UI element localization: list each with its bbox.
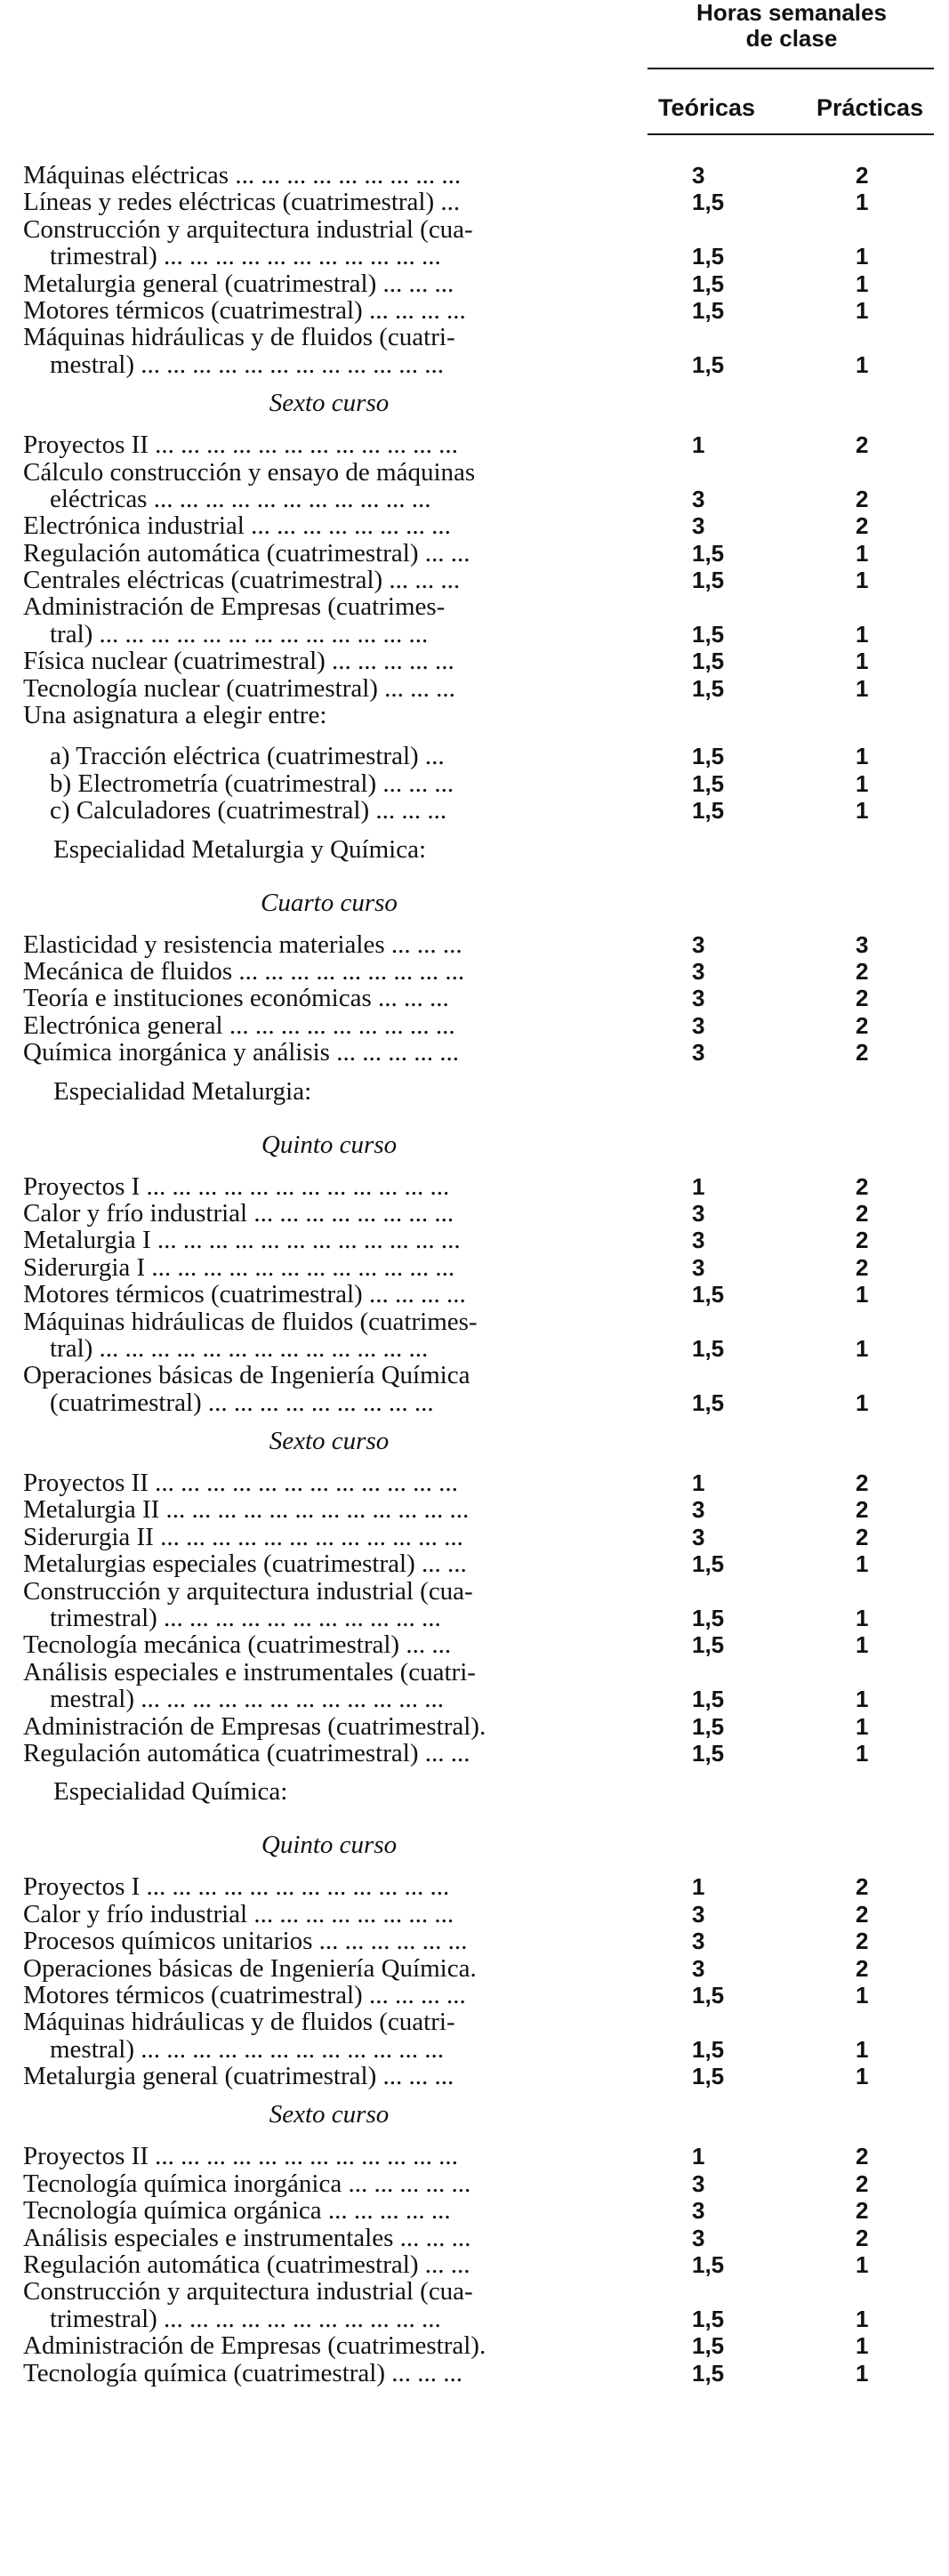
table-row [0,1227,949,1253]
theory-hours: 3 [692,2224,705,2251]
practice-hours: 2 [856,1873,869,1901]
table-row [0,540,949,567]
subject-line [0,702,949,729]
practice-hours: 1 [856,1550,869,1578]
table-row [0,162,949,189]
practice-hours: 2 [856,2143,869,2170]
course-heading-text: Sexto curso [269,2100,390,2129]
subject-label: Análisis especiales e instrumentales (cuatri- [23,1657,476,1686]
practice-hours: 1 [856,189,869,216]
hours-heading-line1: Horas semanales [696,0,887,26]
subject-label: Elasticidad y resistencia materiales ... ... ... [23,930,462,958]
subject-label: Motores térmicos (cuatrimestral) ... ... ... ... [23,296,466,325]
subject-line [0,1308,949,1335]
practice-hours: 1 [856,567,869,594]
practice-hours: 1 [856,1389,869,1416]
practice-hours: 1 [856,1281,869,1308]
theory-hours: 1,5 [692,1334,725,1362]
practice-hours: 2 [856,2169,869,2197]
course-table-body [0,162,949,2387]
practice-hours: 2 [856,431,869,459]
subject-line [0,216,949,243]
table-row [0,567,949,593]
table-row [0,1281,949,1308]
column-header-practicas: Prácticas [816,94,924,121]
practice-hours: 3 [856,930,869,958]
practice-hours: 1 [856,2251,869,2279]
course-heading [0,1416,949,1469]
table-row [0,2063,949,2089]
theory-hours: 1,5 [692,1631,725,1659]
theory-hours: 1,5 [692,1712,725,1740]
practice-hours: 1 [856,2305,869,2332]
theory-hours: 1,5 [692,539,725,567]
subject-label: Centrales eléctricas (cuatrimestral) ... ... ... [23,567,461,594]
practice-hours: 1 [856,1686,869,1713]
specialty-heading [0,1067,949,1120]
theory-hours: 3 [692,1496,705,1524]
practice-hours: 1 [856,296,869,324]
subject-label: Proyectos II ... ... ... ... ... ... ... ... ... ... ... ... [23,1469,458,1497]
practice-hours: 2 [856,1469,869,1497]
subject-label: Calor y frío industrial ... ... ... ... ... ... ... ... [23,1900,454,1928]
theory-hours: 3 [692,1011,705,1039]
practice-hours: 2 [856,2224,869,2251]
theory-hours: 1,5 [692,648,725,675]
table-row [0,1496,949,1523]
theory-hours: 3 [692,512,705,540]
practice-hours: 1 [856,539,869,567]
course-heading [0,1120,949,1173]
subject-line [0,1578,949,1605]
practice-hours: 1 [856,648,869,675]
theory-hours: 1,5 [692,797,725,825]
subject-label: Regulación automática (cuatrimestral) ... ... [23,1739,470,1767]
theory-hours: 3 [692,1900,705,1928]
subject-label: trimestral) ... ... ... ... ... ... ... ... ... ... ... [50,1605,441,1632]
theory-hours: 3 [692,1199,705,1227]
table-row [0,2197,949,2224]
specialty-heading [0,825,949,878]
table-row [0,270,949,297]
practice-hours: 2 [856,512,869,540]
subject-label: Siderurgia II ... ... ... ... ... ... ... ... ... ... ... ... [23,1523,463,1551]
subject-line [0,324,949,350]
practice-hours: 2 [856,1928,869,1955]
subject-label: Electrónica general ... ... ... ... ... ... ... ... ... [23,1011,455,1040]
subject-label: Máquinas hidráulicas de fluidos (cuatrimes- [23,1307,478,1336]
course-heading-text: Sexto curso [269,1427,390,1456]
subject-label: Metalurgia general (cuatrimestral) ... ... ... [23,270,454,297]
theory-hours: 3 [692,1928,705,1955]
subject-label: Metalurgia I ... ... ... ... ... ... ... ... ... ... ... ... [23,1227,461,1254]
practice-hours: 1 [856,270,869,297]
table-row [0,1173,949,1200]
column-header-teoricas: Teóricas [658,94,756,121]
practice-hours: 2 [856,1496,869,1524]
table-row [0,2036,949,2063]
subject-label: Siderurgia I ... ... ... ... ... ... ... ... ... ... ... ... [23,1253,455,1282]
theory-hours: 3 [692,1253,705,1281]
subject-line [0,593,949,620]
practice-hours: 2 [856,1523,869,1550]
subject-label: b) Electrometría (cuatrimestral) ... ... ... [50,769,454,798]
table-row [0,1550,949,1577]
theory-hours: 1 [692,431,705,459]
theory-hours: 1 [692,1469,705,1497]
subject-label: Proyectos II ... ... ... ... ... ... ... ... ... ... ... ... [23,431,458,459]
subject-label: Máquinas eléctricas ... ... ... ... ... ... ... ... ... [23,162,462,189]
table-row [0,1982,949,2008]
subject-label: eléctricas ... ... ... ... ... ... ... ... ... ... ... [50,485,431,513]
practice-hours: 2 [856,985,869,1012]
subject-label: Regulación automática (cuatrimestral) ... ... [23,539,470,568]
subject-label: Análisis especiales e instrumentales ... ... ... [23,2224,471,2252]
theory-hours: 1,5 [692,2035,725,2063]
subject-label: Operaciones básicas de Ingeniería Química [23,1361,470,1390]
table-row [0,675,949,702]
practice-hours: 2 [856,162,869,189]
course-heading [0,878,949,931]
table-row [0,1901,949,1928]
course-heading-text: Quinto curso [261,1130,398,1159]
subject-label: Tecnología química inorgánica ... ... ... ... ... [23,2169,471,2198]
table-row [0,985,949,1011]
theory-hours: 3 [692,162,705,189]
table-row [0,621,949,648]
theory-hours: 1,5 [692,1281,725,1308]
subject-label: mestral) ... ... ... ... ... ... ... ... ... ... ... ... [50,2035,445,2064]
theory-hours: 1,5 [692,1739,725,1767]
practice-hours: 2 [856,485,869,512]
theory-hours: 3 [692,957,705,985]
subject-line [0,459,949,486]
subject-label: Máquinas hidráulicas y de fluidos (cuatri- [23,2008,455,2037]
practice-hours: 1 [856,2035,869,2063]
subject-label: Regulación automática (cuatrimestral) ... ... [23,2251,470,2279]
practice-hours: 2 [856,1954,869,1982]
table-row [0,351,949,378]
table-row [0,1254,949,1281]
table-row [0,1039,949,1066]
theory-hours: 1,5 [692,1981,725,2008]
subject-label: Operaciones básicas de Ingeniería Química. [23,1954,477,1982]
theory-hours: 1,5 [692,2359,725,2387]
table-row [0,2143,949,2169]
table-row [0,648,949,674]
theory-hours: 1,5 [692,1605,725,1632]
course-heading [0,2089,949,2143]
theory-hours: 1 [692,2143,705,2170]
subject-label: c) Calculadores (cuatrimestral) ... ... ... [50,797,447,825]
theory-hours: 3 [692,930,705,958]
subject-label: (cuatrimestral) ... ... ... ... ... ... ... ... ... [50,1389,434,1417]
subject-label: Motores térmicos (cuatrimestral) ... ... ... ... [23,1981,466,2009]
specialty-heading [0,1767,949,1820]
specialty-heading-text: Especialidad Metalurgia: [53,1076,312,1106]
practice-hours: 2 [856,2197,869,2225]
subject-label: Construcción y arquitectura industrial (cua- [23,214,473,244]
table-row [0,2225,949,2251]
table-row [0,1713,949,1740]
subject-label: Administración de Empresas (cuatrimestral). [23,1712,487,1740]
subject-line [0,2008,949,2035]
subject-label: mestral) ... ... ... ... ... ... ... ... ... ... ... ... [50,350,445,379]
subject-label: Metalurgias especiales (cuatrimestral) ... ... [23,1550,467,1578]
theory-hours: 1,5 [692,2305,725,2332]
table-row [0,1469,949,1496]
theory-hours: 1,5 [692,1686,725,1713]
table-row [0,1389,949,1416]
practice-hours: 1 [856,1739,869,1767]
subject-label: Metalurgia general (cuatrimestral) ... ... ... [23,2063,454,2090]
practice-hours: 1 [856,2359,869,2387]
practice-hours: 2 [856,1011,869,1039]
header-rule-top [647,68,934,69]
practice-hours: 2 [856,1227,869,1254]
subject-label: tral) ... ... ... ... ... ... ... ... ... ... ... ... ... [50,1334,429,1363]
practice-hours: 1 [856,243,869,270]
practice-hours: 2 [856,1253,869,1281]
subject-label: Motores térmicos (cuatrimestral) ... ... ... ... [23,1281,466,1308]
table-row [0,1200,949,1227]
table-header [0,0,949,142]
subject-label: Mecánica de fluidos ... ... ... ... ... ... ... ... ... [23,957,465,986]
table-row [0,1335,949,1362]
subject-label: Construcción y arquitectura industrial (cua- [23,1576,473,1606]
table-row [0,189,949,215]
subject-label: Teoría e instituciones económicas ... ... ... [23,985,449,1012]
subject-label: Administración de Empresas (cuatrimes- [23,592,446,622]
theory-hours: 3 [692,1954,705,1982]
table-row [0,1605,949,1631]
subject-label: Líneas y redes eléctricas (cuatrimestral) ... [23,189,461,216]
practice-hours: 2 [856,1039,869,1067]
theory-hours: 3 [692,1227,705,1254]
table-row [0,512,949,539]
practice-hours: 1 [856,674,869,702]
theory-hours: 3 [692,1523,705,1550]
practice-hours: 1 [856,2332,869,2360]
subject-label: Una asignatura a elegir entre: [23,701,327,730]
table-row [0,931,949,958]
specialty-heading-text: Especialidad Metalurgia y Química: [53,834,427,864]
subject-label: Tecnología química (cuatrimestral) ... ... ... [23,2359,463,2387]
practice-hours: 1 [856,350,869,378]
table-row [0,1955,949,1982]
table-row [0,1873,949,1900]
table-row [0,1524,949,1550]
theory-hours: 3 [692,985,705,1012]
table-row [0,2332,949,2359]
course-heading-text: Sexto curso [269,389,390,418]
table-row [0,431,949,458]
theory-hours: 1,5 [692,270,725,297]
practice-hours: 1 [856,1981,869,2008]
table-row [0,1631,949,1658]
subject-label: tral) ... ... ... ... ... ... ... ... ... ... ... ... ... [50,620,429,648]
table-row [0,2360,949,2387]
theory-hours: 1 [692,1172,705,1200]
subject-label: Cálculo construcción y ensayo de máquinas [23,457,476,487]
course-heading [0,378,949,431]
course-heading-text: Cuarto curso [261,888,398,917]
table-row [0,243,949,270]
course-heading-text: Quinto curso [261,1831,398,1860]
subject-label: mestral) ... ... ... ... ... ... ... ... ... ... ... ... [50,1686,445,1713]
theory-hours: 1,5 [692,2332,725,2360]
theory-hours: 1,5 [692,2063,725,2090]
subject-label: Metalurgia II ... ... ... ... ... ... ... ... ... ... ... ... [23,1496,470,1524]
practice-hours: 1 [856,620,869,648]
table-row [0,1928,949,1954]
table-row [0,958,949,985]
practice-hours: 1 [856,743,869,770]
table-row [0,2251,949,2278]
theory-hours: 1,5 [692,350,725,378]
subject-label: trimestral) ... ... ... ... ... ... ... ... ... ... ... [50,2305,441,2333]
practice-hours: 1 [856,769,869,797]
table-row [0,770,949,797]
subject-label: Tecnología mecánica (cuatrimestral) ... ... [23,1631,452,1659]
theory-hours: 1,5 [692,567,725,594]
theory-hours: 1,5 [692,189,725,216]
subject-label: Proyectos II ... ... ... ... ... ... ... ... ... ... ... ... [23,2143,458,2170]
practice-hours: 2 [856,1172,869,1200]
course-heading [0,1820,949,1873]
theory-hours: 1,5 [692,769,725,797]
subject-label: Química inorgánica y análisis ... ... ... ... ... [23,1039,459,1067]
subject-label: trimestral) ... ... ... ... ... ... ... ... ... ... ... [50,243,441,270]
practice-hours: 1 [856,1631,869,1659]
practice-hours: 2 [856,957,869,985]
table-row [0,2306,949,2332]
subject-line [0,1659,949,1686]
subject-label: Administración de Empresas (cuatrimestral). [23,2332,487,2360]
subject-label: Tecnología química orgánica ... ... ... ... ... [23,2197,451,2225]
subject-label: Construcción y arquitectura industrial (cua- [23,2277,473,2306]
subject-label: Máquinas hidráulicas y de fluidos (cuatri- [23,323,455,352]
practice-hours: 1 [856,1334,869,1362]
subject-label: a) Tracción eléctrica (cuatrimestral) ... [50,743,445,770]
theory-hours: 1,5 [692,1389,725,1416]
subject-label: Calor y frío industrial ... ... ... ... ... ... ... ... [23,1199,454,1228]
spacer [0,729,949,743]
subject-label: Física nuclear (cuatrimestral) ... ... ... ... ... [23,648,454,675]
theory-hours: 1,5 [692,243,725,270]
theory-hours: 3 [692,1039,705,1067]
theory-hours: 1 [692,1873,705,1901]
theory-hours: 3 [692,485,705,512]
practice-hours: 1 [856,2063,869,2090]
subject-label: Tecnología nuclear (cuatrimestral) ... ... ... [23,674,455,703]
theory-hours: 1,5 [692,296,725,324]
theory-hours: 3 [692,2169,705,2197]
table-row [0,1740,949,1767]
subject-line [0,1362,949,1389]
hours-heading [658,0,925,52]
table-row [0,1686,949,1712]
subject-label: Proyectos I ... ... ... ... ... ... ... ... ... ... ... ... [23,1873,450,1901]
practice-hours: 1 [856,1712,869,1740]
theory-hours: 1,5 [692,1550,725,1578]
theory-hours: 3 [692,2197,705,2225]
hours-heading-line2: de clase [745,25,838,52]
theory-hours: 1,5 [692,743,725,770]
header-rule-bottom [647,133,934,135]
theory-hours: 1,5 [692,2251,725,2279]
table-row [0,1012,949,1039]
table-row [0,797,949,824]
subject-line [0,2278,949,2305]
table-row [0,486,949,512]
practice-hours: 1 [856,797,869,825]
subject-label: Electrónica industrial ... ... ... ... ... ... ... ... [23,512,451,540]
practice-hours: 1 [856,1605,869,1632]
practice-hours: 2 [856,1199,869,1227]
table-row [0,743,949,769]
table-row [0,2170,949,2197]
subject-label: Procesos químicos unitarios ... ... ... ... ... ... [23,1928,468,1955]
practice-hours: 2 [856,1900,869,1928]
specialty-heading-text: Especialidad Química: [53,1777,288,1807]
subject-label: Proyectos I ... ... ... ... ... ... ... ... ... ... ... ... [23,1172,450,1200]
theory-hours: 1,5 [692,674,725,702]
table-row [0,297,949,324]
theory-hours: 1,5 [692,620,725,648]
